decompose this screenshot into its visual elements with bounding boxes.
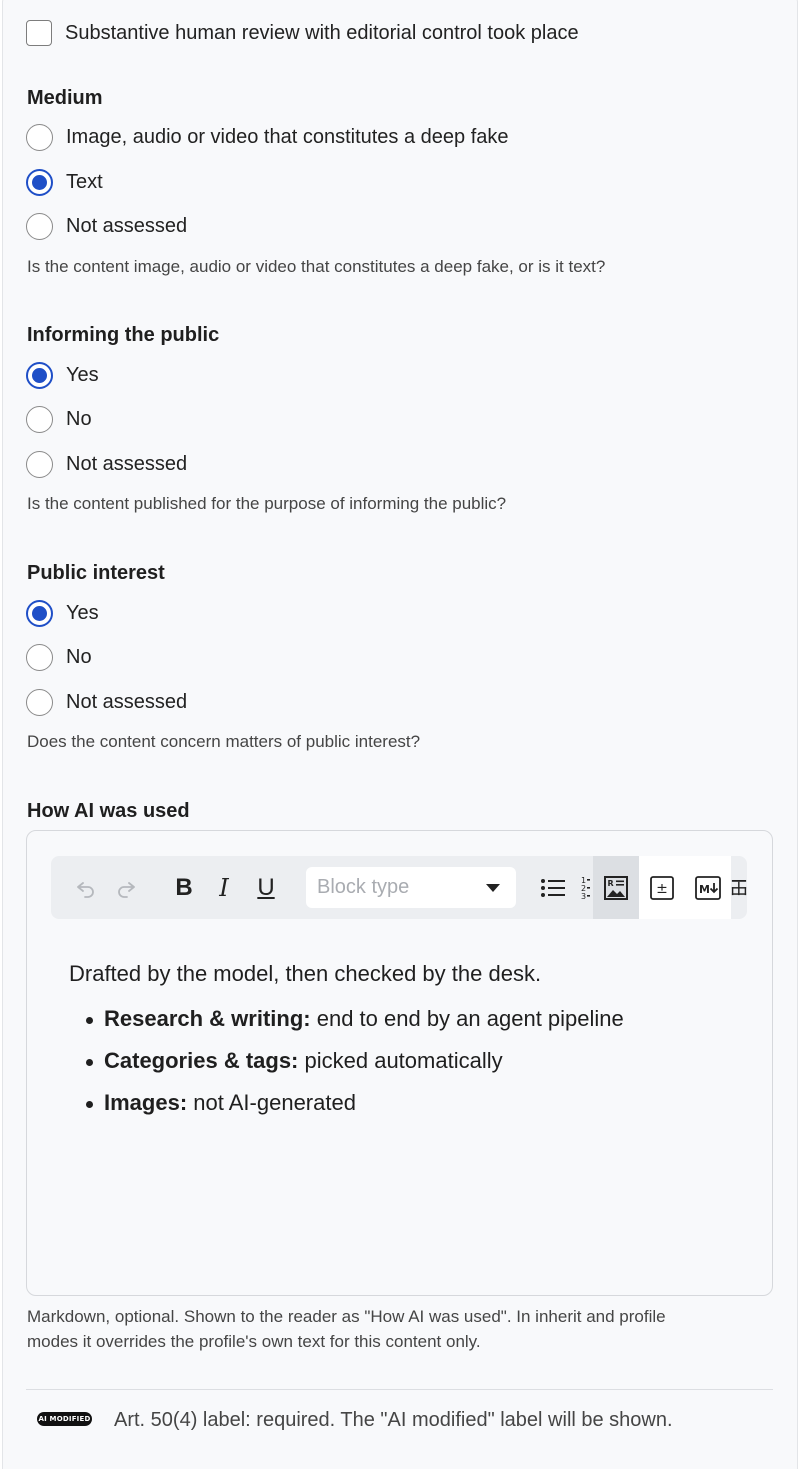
how-ai-help-line2: modes it overrides the profile's own text for this content only. [27, 1332, 481, 1351]
public-interest-legend: Public interest [27, 562, 165, 584]
public-interest-option-yes[interactable] [26, 600, 99, 627]
undo-icon[interactable] [71, 856, 101, 919]
bullet-list-icon[interactable] [537, 856, 569, 919]
informing-option-yes[interactable] [26, 362, 99, 389]
list-item [69, 1005, 729, 1047]
how-ai-legend: How AI was used [27, 800, 190, 822]
human-review-label: Substantive human review with editorial control took place [65, 21, 579, 44]
list-item [69, 1089, 729, 1131]
ai-modified-badge: AI MODIFIED [37, 1412, 92, 1426]
list-item [69, 1047, 729, 1089]
editor-content[interactable] [69, 961, 729, 1131]
public-interest-radio-no[interactable] [26, 644, 53, 671]
italic-button[interactable]: I [219, 873, 229, 902]
medium-radio-not-assessed[interactable] [26, 213, 53, 240]
medium-legend: Medium [27, 87, 103, 109]
list-item-text: end to end by an agent pipeline [310, 1006, 624, 1031]
list-item-term: Research & writing: [104, 1006, 311, 1031]
bold-button[interactable]: B [175, 873, 193, 901]
image-icon[interactable] [593, 856, 639, 919]
informing-radio-not-assessed[interactable] [26, 451, 53, 478]
editor-list [69, 1005, 729, 1131]
medium-option-text[interactable] [26, 169, 103, 196]
list-item-term: Categories & tags: [104, 1048, 299, 1073]
medium-radio-deepfake[interactable] [26, 124, 53, 151]
divider [26, 1389, 773, 1390]
list-item-text: picked automatically [298, 1048, 503, 1073]
how-ai-help-line1: Markdown, optional. Shown to the reader as "How AI was used". In inherit and profile [27, 1307, 666, 1326]
table-icon[interactable] [731, 856, 747, 919]
informing-option-label: Yes [66, 364, 99, 386]
human-review-row[interactable] [26, 20, 579, 46]
public-interest-option-no[interactable] [26, 644, 92, 671]
medium-radio-text[interactable] [26, 169, 53, 196]
svg-text:R: R [607, 878, 614, 888]
informing-option-label: Not assessed [66, 453, 188, 475]
medium-option-label: Not assessed [66, 215, 188, 237]
plus-minus-icon[interactable] [639, 856, 685, 919]
public-interest-radio-yes[interactable] [26, 600, 53, 627]
svg-text:M: M [699, 882, 710, 896]
numbered-list-icon[interactable] [577, 856, 593, 919]
chevron-down-icon [486, 884, 500, 892]
informing-help-text: Is the content published for the purpose of informing the public? [27, 494, 507, 513]
informing-option-not-assessed[interactable] [26, 451, 187, 478]
svg-text:2: 2 [581, 883, 587, 893]
redo-icon[interactable] [111, 856, 141, 919]
medium-help-text: Is the content image, audio or video that constitutes a deep fake, or is it text? [27, 257, 606, 276]
underline-button[interactable]: U [257, 873, 275, 901]
informing-radio-yes[interactable] [26, 362, 53, 389]
svg-text:1: 1 [581, 875, 587, 885]
public-interest-option-label: Not assessed [66, 691, 188, 713]
informing-radio-no[interactable] [26, 406, 53, 433]
public-interest-help-text: Does the content concern matters of public interest? [27, 732, 421, 751]
human-review-checkbox[interactable] [26, 20, 52, 46]
list-item-term: Images: [104, 1090, 188, 1115]
informing-option-no[interactable] [26, 406, 92, 433]
how-ai-editor[interactable] [26, 830, 773, 1296]
editor-intro: Drafted by the model, then checked by the desk. [69, 961, 542, 986]
list-item-text: not AI-generated [187, 1090, 356, 1115]
medium-option-label: Image, audio or video that constitutes a deep fake [66, 126, 509, 148]
svg-text:3: 3 [581, 891, 587, 901]
informing-legend: Informing the public [27, 324, 220, 346]
public-interest-option-label: Yes [66, 602, 99, 624]
ai-label-status: Art. 50(4) label: required. The "AI modified" label will be shown. [114, 1409, 673, 1431]
public-interest-option-label: No [66, 646, 92, 668]
medium-option-deepfake[interactable] [26, 124, 509, 151]
block-type-select[interactable] [306, 867, 516, 908]
public-interest-radio-not-assessed[interactable] [26, 689, 53, 716]
medium-option-label: Text [66, 171, 103, 193]
public-interest-option-not-assessed[interactable] [26, 689, 187, 716]
informing-option-label: No [66, 408, 92, 430]
editor-toolbar [51, 856, 747, 919]
block-type-placeholder: Block type [317, 876, 410, 898]
medium-option-not-assessed[interactable] [26, 213, 187, 240]
svg-text:±: ± [656, 880, 668, 897]
markdown-icon[interactable] [685, 856, 731, 919]
